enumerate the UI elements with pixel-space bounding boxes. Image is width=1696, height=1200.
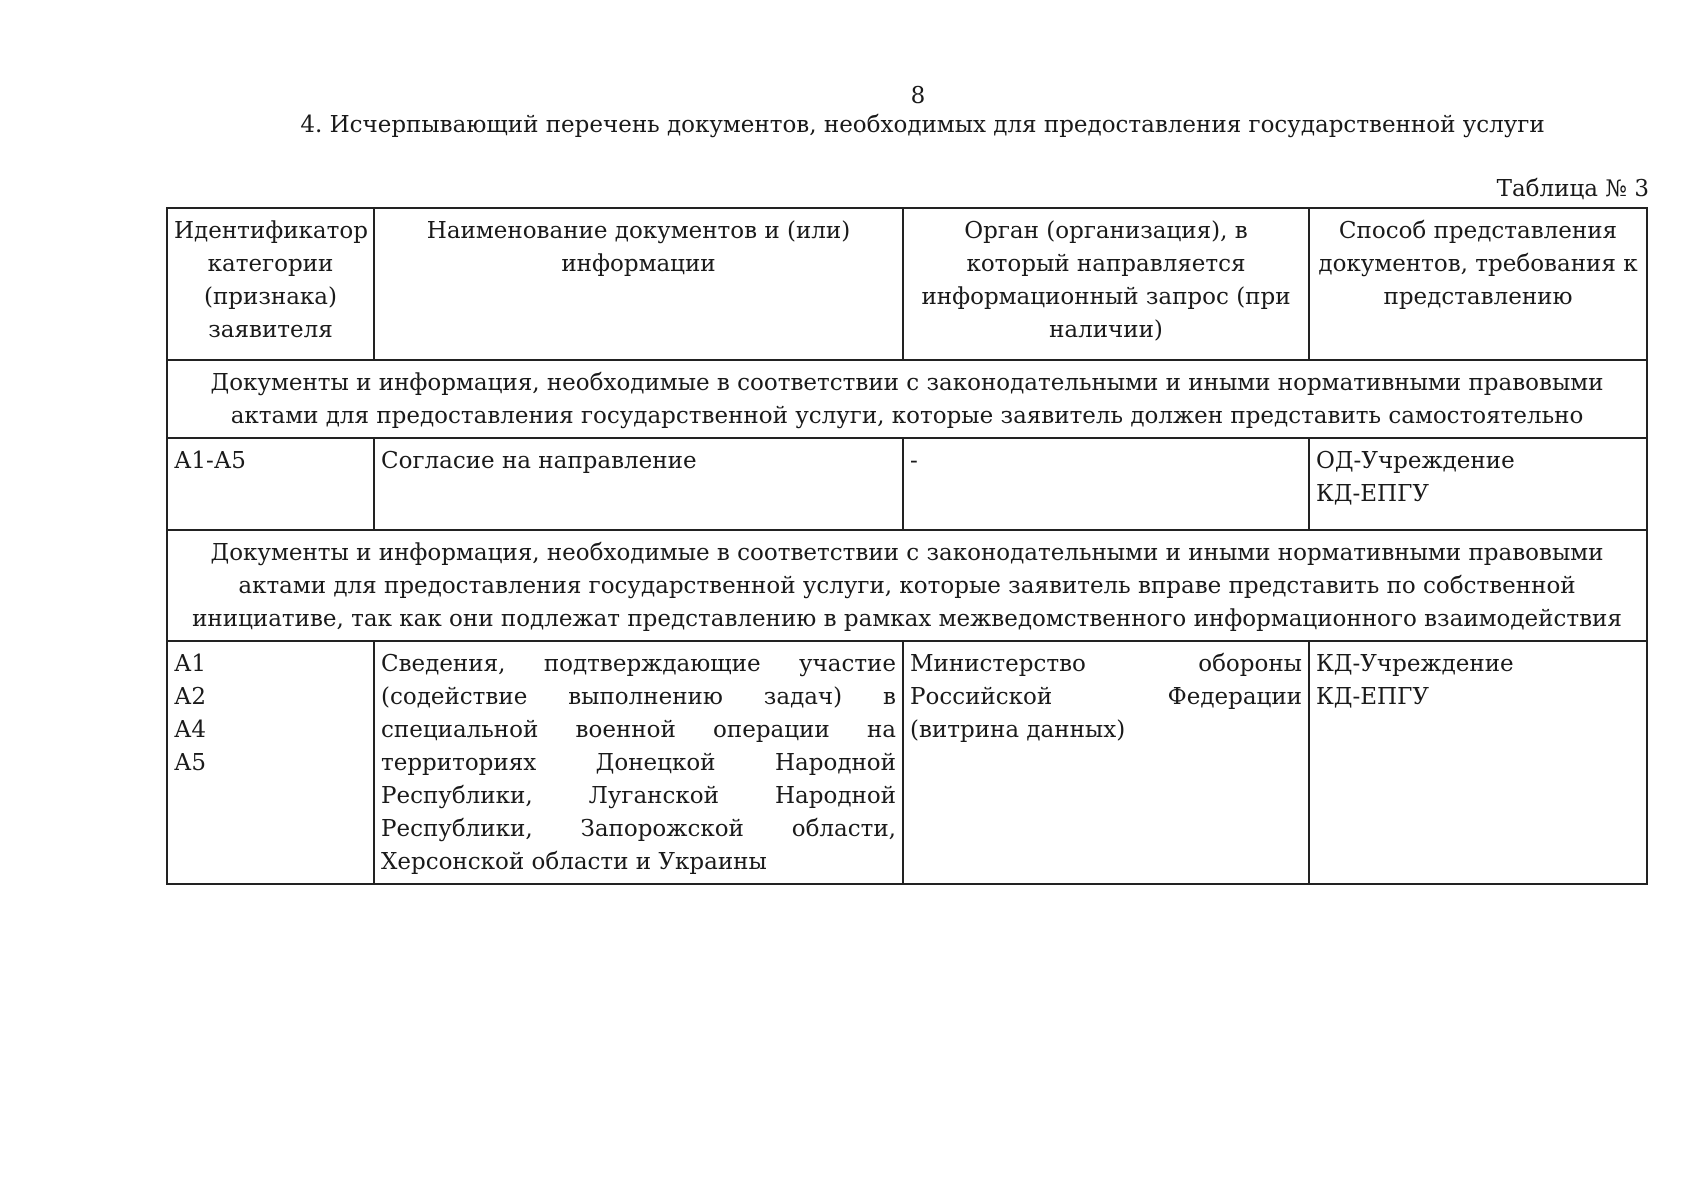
identifier-line: А5 [174,750,207,776]
cell-document: Согласие на направление [374,438,903,530]
method-line: ОД-Учреждение [1316,448,1515,474]
method-line: КД-Учреждение [1316,651,1514,677]
method-line: КД-ЕПГУ [1316,684,1429,710]
group-title-mandatory: Документы и информация, необходимые в соответствии с законодательными и иными нормативными правовыми актами для предоставления государственной услуги, которые заявитель должен представить самостоятельно [167,360,1647,438]
identifier-line: А2 [174,684,207,710]
table-caption: Таблица № 3 [1496,176,1649,202]
cell-organ: Министерство обороны Российской Федерации (витрина данных) [903,641,1309,884]
page-number: 8 [910,83,926,109]
header-identifier: Идентификатор категории (признака) заявителя [167,208,374,360]
header-organ: Орган (организация), в который направляется информационный запрос (при наличии) [903,208,1309,360]
identifier-line: А1 [174,651,207,677]
table-row [167,438,1647,530]
cell-document: Сведения, подтверждающие участие (содействие выполнению задач) в специальной военной операции на территориях Донецкой Народной Республики, Луганской Народной Республики, Запорожской области, Херсонской области и Украины [374,641,903,884]
header-document-name: Наименование документов и (или) информации [374,208,903,360]
table-row [167,641,1647,884]
table-header-row [167,208,1647,360]
section-title: 4. Исчерпывающий перечень документов, необходимых для предоставления государственной услуги [300,112,1545,138]
identifier-line: А4 [174,717,207,743]
documents-table [166,207,1648,885]
group-row-mandatory [167,360,1647,438]
cell-method [1309,641,1647,884]
group-title-optional: Документы и информация, необходимые в соответствии с законодательными и иными нормативными правовыми актами для предоставления государственной услуги, которые заявитель вправе представить по собственной инициативе, так как они подлежат представлению в рамках межведомственного информационного взаимодействия [167,530,1647,641]
cell-method [1309,438,1647,530]
group-row-optional [167,530,1647,641]
cell-identifier: А1-А5 [167,438,374,530]
cell-identifiers [167,641,374,884]
method-line: КД-ЕПГУ [1316,481,1429,507]
header-submission-method: Способ представления документов, требования к представлению [1309,208,1647,360]
cell-organ: - [903,438,1309,530]
